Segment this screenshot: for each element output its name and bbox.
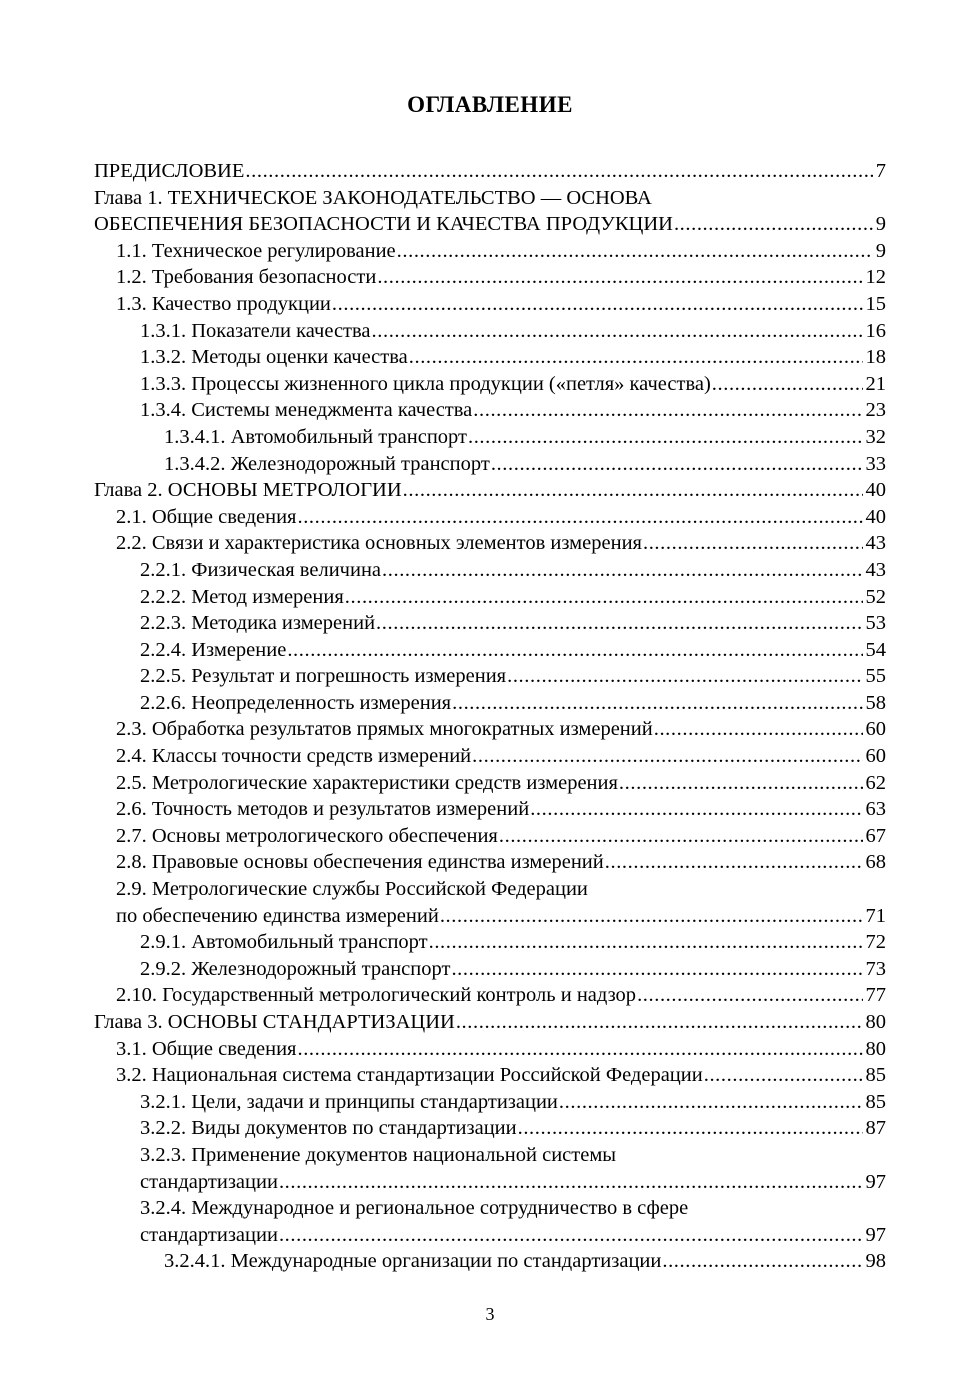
toc-entry: [94, 637, 886, 664]
toc-leader-dots: [473, 397, 862, 424]
toc-entry-title: стандартизации: [140, 1170, 278, 1193]
toc-entry-page: 60: [865, 718, 886, 741]
toc-leader-dots: [468, 424, 863, 451]
toc-leader-dots: [332, 291, 863, 318]
toc-entry: [94, 530, 886, 557]
toc-entry-title: 2.2.4. Измерение: [140, 638, 287, 661]
toc-entry-title: 1.1. Техническое регулирование: [116, 239, 396, 262]
toc-entry-page: 80: [865, 1011, 886, 1033]
toc-entry-title: 2.2.5. Результат и погрешность измерения: [140, 665, 507, 688]
toc-leader-dots: [712, 371, 863, 398]
toc-entry-title: 2.2.3. Методика измерений: [140, 612, 376, 635]
toc-entry-page: 15: [865, 292, 886, 315]
toc-entry-title: по обеспечению единства измерений: [116, 904, 439, 927]
toc-entry-page: 77: [865, 984, 886, 1007]
toc-entry-title: 2.9.2. Железнодорожный транспорт: [140, 957, 451, 980]
toc-entry-title: 1.2. Требования безопасности: [116, 266, 377, 289]
toc-entry-title: 3.2.4.1. Международные организации по стандартизации: [164, 1250, 662, 1273]
toc-entry: [94, 185, 886, 212]
toc-entry-page: 54: [865, 638, 886, 661]
toc-entry: [94, 1089, 886, 1116]
toc-leader-dots: [643, 530, 863, 557]
toc-leader-dots: [451, 956, 862, 983]
toc-leader-dots: [245, 158, 872, 185]
toc-entry: [94, 477, 886, 504]
toc-leader-dots: [377, 264, 862, 291]
toc-entry-page: 18: [865, 346, 886, 369]
toc-entry: [94, 610, 886, 637]
toc-entry: [94, 982, 886, 1009]
toc-entry-page: 52: [865, 585, 886, 608]
toc-entry-page: 40: [865, 505, 886, 528]
toc-entry: [94, 743, 886, 770]
toc-entry: [94, 1169, 886, 1196]
toc-entry-title: 2.9.1. Автомобильный транспорт: [140, 931, 428, 954]
toc-entry-page: 55: [865, 665, 886, 688]
toc-leader-dots: [409, 344, 863, 371]
toc-entry: [94, 929, 886, 956]
toc-entry: [94, 1009, 886, 1036]
toc-leader-dots: [654, 716, 863, 743]
toc-entry-page: 43: [865, 558, 886, 581]
toc-entry-title: 1.3.1. Показатели качества: [140, 319, 371, 342]
toc-entry-page: 85: [865, 1090, 886, 1113]
toc-entry-title: 1.3.3. Процессы жизненного цикла продукции («петля» качества): [140, 372, 711, 395]
toc-entry-page: 12: [865, 266, 886, 289]
toc-entry: [94, 1036, 886, 1063]
toc-leader-dots: [382, 557, 862, 584]
toc-entry-page: 97: [865, 1223, 886, 1246]
table-of-contents: [94, 158, 886, 1275]
toc-entry-title: Глава 3. ОСНОВЫ СТАНДАРТИЗАЦИИ: [94, 1011, 455, 1033]
toc-entry: [94, 1062, 886, 1089]
toc-entry: [94, 796, 886, 823]
toc-leader-dots: [456, 1009, 863, 1036]
toc-leader-dots: [397, 238, 873, 265]
toc-leader-dots: [499, 823, 863, 850]
toc-leader-dots: [452, 690, 862, 717]
toc-leader-dots: [674, 211, 873, 238]
toc-entry: [94, 557, 886, 584]
toc-entry-page: 40: [865, 479, 886, 502]
toc-entry-title: 2.2.6. Неопределенность измерения: [140, 691, 452, 714]
toc-entry-title: 1.3.4.1. Автомобильный транспорт: [164, 425, 467, 448]
toc-entry-title: 1.3.4.2. Железнодорожный транспорт: [164, 452, 490, 475]
toc-leader-dots: [345, 584, 863, 611]
toc-leader-dots: [472, 743, 862, 770]
toc-leader-dots: [297, 504, 862, 531]
toc-leader-dots: [704, 1062, 863, 1089]
toc-entry-title: 3.2. Национальная система стандартизации Российской Федерации: [116, 1064, 703, 1087]
toc-entry: [94, 849, 886, 876]
toc-entry-title: 3.2.2. Виды документов по стандартизации: [140, 1117, 517, 1140]
toc-entry-page: 33: [865, 452, 886, 475]
toc-entry-title: 2.6. Точность методов и результатов измерений: [116, 798, 530, 821]
toc-entry-title: 2.10. Государственный метрологический контроль и надзор: [116, 984, 637, 1007]
toc-leader-dots: [559, 1089, 863, 1116]
toc-entry-page: 21: [865, 372, 886, 395]
toc-entry-page: 53: [865, 612, 886, 635]
toc-leader-dots: [518, 1115, 863, 1142]
toc-entry: [94, 1115, 886, 1142]
toc-leader-dots: [662, 1248, 862, 1275]
toc-entry: [94, 903, 886, 930]
toc-leader-dots: [372, 318, 863, 345]
toc-entry-title: 2.5. Метрологические характеристики средств измерения: [116, 771, 618, 794]
toc-entry-title: 1.3. Качество продукции: [116, 292, 331, 315]
toc-entry-page: 43: [865, 532, 886, 555]
toc-entry-page: 85: [865, 1064, 886, 1087]
toc-entry-page: 68: [865, 851, 886, 874]
toc-entry: [94, 716, 886, 743]
toc-entry: [94, 690, 886, 717]
toc-entry: [94, 1222, 886, 1249]
toc-entry: [94, 318, 886, 345]
toc-entry: [94, 876, 886, 903]
toc-entry-title: 2.4. Классы точности средств измерений: [116, 745, 472, 768]
toc-entry-page: 58: [865, 691, 886, 714]
toc-leader-dots: [287, 637, 862, 664]
toc-entry-title: Глава 2. ОСНОВЫ МЕТРОЛОГИИ: [94, 479, 402, 502]
toc-leader-dots: [605, 849, 863, 876]
toc-entry: [94, 1195, 886, 1222]
toc-entry-title: Глава 1. ТЕХНИЧЕСКОЕ ЗАКОНОДАТЕЛЬСТВО — ОСНОВА: [94, 186, 652, 209]
toc-entry: [94, 158, 886, 185]
toc-entry: [94, 211, 886, 238]
toc-entry-page: 98: [865, 1250, 886, 1273]
toc-leader-dots: [279, 1169, 863, 1196]
toc-leader-dots: [279, 1222, 863, 1249]
toc-entry-title: ПРЕДИСЛОВИЕ: [94, 160, 245, 182]
toc-entry: [94, 504, 886, 531]
toc-entry-title: 3.1. Общие сведения: [116, 1037, 297, 1060]
toc-entry: [94, 238, 886, 265]
toc-entry-title: 3.2.1. Цели, задачи и принципы стандартизации: [140, 1090, 558, 1113]
toc-entry: [94, 424, 886, 451]
toc-entry-page: 87: [865, 1117, 886, 1140]
toc-leader-dots: [403, 477, 863, 504]
toc-entry: [94, 956, 886, 983]
toc-entry-page: 9: [875, 213, 886, 236]
toc-entry: [94, 823, 886, 850]
toc-entry: [94, 291, 886, 318]
toc-entry: [94, 371, 886, 398]
toc-entry-title: 2.8. Правовые основы обеспечения единства измерений: [116, 851, 604, 874]
toc-entry: [94, 1142, 886, 1169]
toc-entry: [94, 1248, 886, 1275]
toc-entry-title: стандартизации: [140, 1223, 278, 1246]
toc-leader-dots: [530, 796, 862, 823]
toc-entry-title: 2.2.2. Метод измерения: [140, 585, 344, 608]
toc-entry-page: 63: [865, 798, 886, 821]
toc-entry: [94, 584, 886, 611]
toc-entry: [94, 770, 886, 797]
toc-entry-page: 73: [865, 957, 886, 980]
toc-entry-page: 72: [865, 931, 886, 954]
toc-entry-page: 23: [865, 399, 886, 422]
toc-entry-title: 2.2.1. Физическая величина: [140, 558, 382, 581]
toc-entry-title: 3.2.4. Международное и региональное сотрудничество в сфере: [140, 1197, 689, 1220]
toc-leader-dots: [429, 929, 863, 956]
page-title: ОГЛАВЛЕНИЕ: [407, 92, 573, 117]
toc-entry-page: 7: [875, 160, 886, 182]
toc-entry-title: 1.3.2. Методы оценки качества: [140, 346, 408, 369]
toc-entry: [94, 397, 886, 424]
toc-entry-page: 80: [865, 1037, 886, 1060]
toc-entry: [94, 451, 886, 478]
toc-leader-dots: [637, 982, 862, 1009]
page-number: 3: [485, 1304, 495, 1324]
toc-entry: [94, 344, 886, 371]
toc-entry-title: 2.1. Общие сведения: [116, 505, 297, 528]
toc-entry-title: 3.2.3. Применение документов национальной системы: [140, 1143, 617, 1166]
toc-leader-dots: [491, 451, 863, 478]
toc-leader-dots: [297, 1036, 862, 1063]
toc-entry-page: 60: [865, 745, 886, 768]
toc-entry-page: 32: [865, 425, 886, 448]
toc-entry-page: 16: [865, 319, 886, 342]
toc-entry-page: 97: [865, 1170, 886, 1193]
toc-entry-page: 71: [865, 904, 886, 927]
toc-entry-page: 9: [875, 239, 886, 262]
toc-entry-title: 2.9. Метрологические службы Российской Федерации: [116, 878, 588, 901]
toc-entry-title: ОБЕСПЕЧЕНИЯ БЕЗОПАСНОСТИ И КАЧЕСТВА ПРОДУКЦИИ: [94, 213, 673, 236]
toc-leader-dots: [507, 663, 862, 690]
toc-leader-dots: [376, 610, 862, 637]
toc-entry-page: 67: [865, 824, 886, 847]
toc-entry-title: 2.7. Основы метрологического обеспечения: [116, 824, 498, 847]
toc-entry-title: 1.3.4. Системы менеджмента качества: [140, 399, 473, 422]
toc-entry-title: 2.2. Связи и характеристика основных элементов измерения: [116, 532, 642, 555]
toc-leader-dots: [440, 903, 863, 930]
toc-entry: [94, 663, 886, 690]
toc-leader-dots: [619, 770, 863, 797]
toc-entry-page: 62: [865, 771, 886, 794]
toc-entry: [94, 264, 886, 291]
toc-entry-title: 2.3. Обработка результатов прямых многократных измерений: [116, 718, 653, 741]
